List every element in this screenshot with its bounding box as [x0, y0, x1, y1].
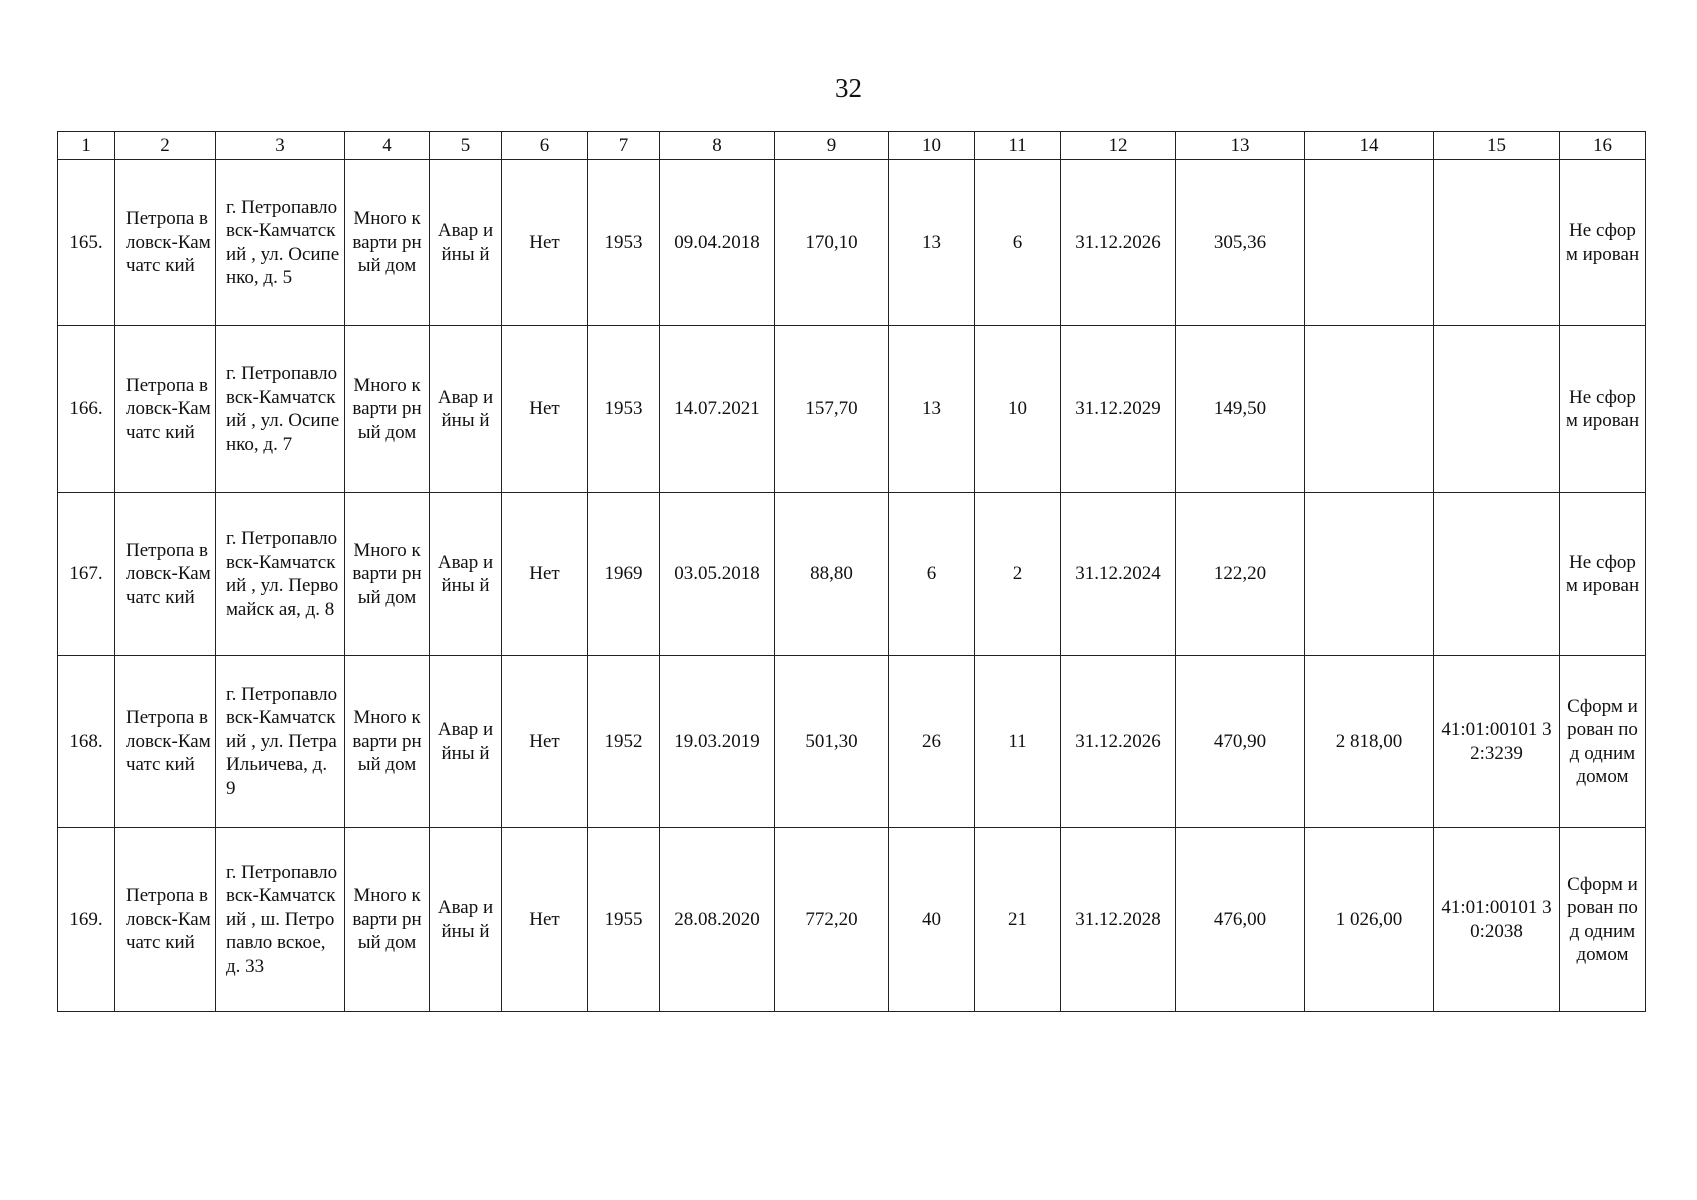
column-header-8: 8	[660, 132, 775, 160]
column-header-1: 1	[58, 132, 115, 160]
column-14-cell	[1305, 160, 1434, 326]
column-6-cell: Нет	[502, 493, 588, 656]
column-header-3: 3	[216, 132, 345, 160]
date-cell: 03.05.2018	[660, 493, 775, 656]
municipality-cell: Петропа вловск-Камчатс кий	[115, 656, 216, 828]
address-cell: г. Петропавло вск-Камчатский , ул. Осипенко, д. 7	[216, 326, 345, 493]
column-11-cell: 6	[975, 160, 1061, 326]
table-row	[58, 828, 1646, 1012]
area-cell: 88,80	[775, 493, 889, 656]
column-header-2: 2	[115, 132, 216, 160]
column-13-cell: 122,20	[1176, 493, 1305, 656]
address-cell: г. Петропавло вск-Камчатский , ул. Осипенко, д. 5	[216, 160, 345, 326]
column-13-cell: 305,36	[1176, 160, 1305, 326]
deadline-cell: 31.12.2024	[1061, 493, 1176, 656]
column-header-10: 10	[889, 132, 975, 160]
column-header-5: 5	[430, 132, 502, 160]
column-10-cell: 26	[889, 656, 975, 828]
header-row	[58, 132, 1646, 160]
date-cell: 28.08.2020	[660, 828, 775, 1012]
year-cell: 1955	[588, 828, 660, 1012]
year-cell: 1952	[588, 656, 660, 828]
house-type-cell: Много кварти рный дом	[345, 326, 430, 493]
housing-register-table	[57, 131, 1646, 1012]
deadline-cell: 31.12.2026	[1061, 160, 1176, 326]
area-cell: 772,20	[775, 828, 889, 1012]
land-status-cell: Не сформ ирован	[1560, 160, 1646, 326]
deadline-cell: 31.12.2029	[1061, 326, 1176, 493]
row-number-cell: 167.	[58, 493, 115, 656]
address-cell: г. Петропавло вск-Камчатский , ш. Петропавло вское, д. 33	[216, 828, 345, 1012]
row-number-cell: 165.	[58, 160, 115, 326]
column-10-cell: 6	[889, 493, 975, 656]
year-cell: 1953	[588, 160, 660, 326]
column-header-13: 13	[1176, 132, 1305, 160]
row-number-cell: 169.	[58, 828, 115, 1012]
column-14-cell: 2 818,00	[1305, 656, 1434, 828]
table-row	[58, 326, 1646, 493]
area-cell: 501,30	[775, 656, 889, 828]
column-header-11: 11	[975, 132, 1061, 160]
column-header-6: 6	[502, 132, 588, 160]
address-cell: г. Петропавло вск-Камчатский , ул. Первомайск ая, д. 8	[216, 493, 345, 656]
column-13-cell: 476,00	[1176, 828, 1305, 1012]
land-status-cell: Не сформ ирован	[1560, 326, 1646, 493]
land-status-cell: Не сформ ирован	[1560, 493, 1646, 656]
column-header-15: 15	[1434, 132, 1560, 160]
column-13-cell: 470,90	[1176, 656, 1305, 828]
house-type-cell: Много кварти рный дом	[345, 160, 430, 326]
deadline-cell: 31.12.2026	[1061, 656, 1176, 828]
column-header-9: 9	[775, 132, 889, 160]
cadastral-number-cell: 41:01:00101 32:3239	[1434, 656, 1560, 828]
cadastral-number-cell	[1434, 326, 1560, 493]
column-header-4: 4	[345, 132, 430, 160]
row-number-cell: 166.	[58, 326, 115, 493]
status-cell: Авар ийны й	[430, 656, 502, 828]
municipality-cell: Петропа вловск-Камчатс кий	[115, 828, 216, 1012]
column-6-cell: Нет	[502, 160, 588, 326]
area-cell: 157,70	[775, 326, 889, 493]
row-number-cell: 168.	[58, 656, 115, 828]
deadline-cell: 31.12.2028	[1061, 828, 1176, 1012]
column-13-cell: 149,50	[1176, 326, 1305, 493]
municipality-cell: Петропа вловск-Камчатс кий	[115, 493, 216, 656]
house-type-cell: Много кварти рный дом	[345, 656, 430, 828]
status-cell: Авар ийны й	[430, 326, 502, 493]
status-cell: Авар ийны й	[430, 493, 502, 656]
page-number: 32	[835, 73, 862, 103]
column-10-cell: 40	[889, 828, 975, 1012]
column-header-12: 12	[1061, 132, 1176, 160]
cadastral-number-cell	[1434, 160, 1560, 326]
column-14-cell	[1305, 493, 1434, 656]
table-row	[58, 493, 1646, 656]
house-type-cell: Много кварти рный дом	[345, 493, 430, 656]
area-cell: 170,10	[775, 160, 889, 326]
column-14-cell: 1 026,00	[1305, 828, 1434, 1012]
table-row	[58, 656, 1646, 828]
column-6-cell: Нет	[502, 656, 588, 828]
date-cell: 09.04.2018	[660, 160, 775, 326]
land-status-cell: Сформ ирован под одним домом	[1560, 656, 1646, 828]
column-11-cell: 2	[975, 493, 1061, 656]
column-6-cell: Нет	[502, 828, 588, 1012]
cadastral-number-cell	[1434, 493, 1560, 656]
table-row	[58, 160, 1646, 326]
column-11-cell: 10	[975, 326, 1061, 493]
status-cell: Авар ийны й	[430, 828, 502, 1012]
year-cell: 1953	[588, 326, 660, 493]
date-cell: 19.03.2019	[660, 656, 775, 828]
column-10-cell: 13	[889, 160, 975, 326]
column-header-7: 7	[588, 132, 660, 160]
column-14-cell	[1305, 326, 1434, 493]
land-status-cell: Сформ ирован под одним домом	[1560, 828, 1646, 1012]
status-cell: Авар ийны й	[430, 160, 502, 326]
municipality-cell: Петропа вловск-Камчатс кий	[115, 160, 216, 326]
column-11-cell: 21	[975, 828, 1061, 1012]
cadastral-number-cell: 41:01:00101 30:2038	[1434, 828, 1560, 1012]
column-header-16: 16	[1560, 132, 1646, 160]
address-cell: г. Петропавло вск-Камчатский , ул. Петра Ильичева, д. 9	[216, 656, 345, 828]
column-10-cell: 13	[889, 326, 975, 493]
municipality-cell: Петропа вловск-Камчатс кий	[115, 326, 216, 493]
year-cell: 1969	[588, 493, 660, 656]
column-11-cell: 11	[975, 656, 1061, 828]
column-6-cell: Нет	[502, 326, 588, 493]
column-header-14: 14	[1305, 132, 1434, 160]
date-cell: 14.07.2021	[660, 326, 775, 493]
house-type-cell: Много кварти рный дом	[345, 828, 430, 1012]
